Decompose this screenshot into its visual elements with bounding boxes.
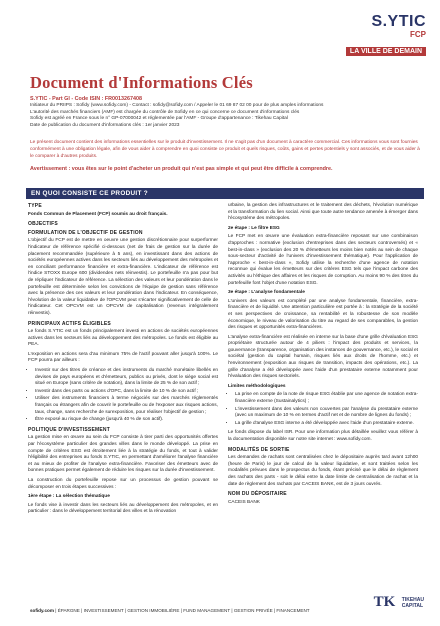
intro-text: Le présent document contient des informations essentielles sur le produit d'investissement. Il ne s'agit pas d'un document à caractère commercial. Ces informations vous sont fournies conformément à une obligation légale, afin de vous aider à comprendre en quoi consiste ce produit et quels risques, coûts, gains et pertes potentiels y sont associés, et de vous aider à le comparer à d'autres produits. xyxy=(30,140,420,159)
page-title: Document d'Informations Clés xyxy=(30,73,253,92)
tikehau-name-1: TIKEHAU xyxy=(401,596,424,603)
tikehau-mark: TK xyxy=(373,594,396,611)
modalites-text: Les demandes de rachats sont centralisées chez le dépositaire auprès tard avant 12h00 (heure de Paris) le jour de calcul de la valeur liquidative, et sont traitées selon les modalités prévues dans le prospectus du fonds, étant précisé que le délai de règlement des rachats des parts - soit le délai entre la date limite de centralisation de rachat et la date de règlement des rachats par CACEIS BANK, est de 3 jours ouvrés. xyxy=(228,455,418,487)
tikehau-name-2: CAPITAL xyxy=(401,602,424,609)
modalites-heading: MODALITÉS DE SORTIE xyxy=(228,446,290,453)
limites-list xyxy=(228,392,418,427)
warning-text: Avertissement : vous êtes sur le point d'acheter un produit qui n'est pas simple et qui peut être difficile à comprendre. xyxy=(30,166,333,172)
logo-brand: S.YTIC xyxy=(371,13,426,30)
list-item: • Être exposé au risque de change (jusqu'à 40 % de son actif). xyxy=(35,417,218,424)
meta-amf: L'autorité des marchés financiers (AMF) est chargée du contrôle de Sofidy en ce qui concerne ce document d'informations clés xyxy=(30,109,300,115)
list-item: • La grille d'analyse ESG interne a été développée avec l'aide d'un prestataire externe. xyxy=(235,421,418,428)
meta-date: Date de publication du document d'informations clés : 1er janvier 2023 xyxy=(30,123,180,129)
footer-item: GESTION IMMOBILIÈRE xyxy=(127,608,180,613)
politique-text-1: La gestion mise en œuvre au sein du FCP consiste à tirer parti des opportunités offertes par l'écosystème particulier des grandes villes dans le monde développé. La prise en compte de critères ESG est étroitement liée à la stratégie du fonds, et tout à valider l'éligibilité des entreprises au fonds S.YTIC, en permettant d'améliorer l'analyse financière et au mieux de profiter de l'analyse extra-financière. Favoriser des émetteurs avec de bonnes pratiques permet également de réduire les risques sur la durée d'investissement. xyxy=(28,435,218,474)
list-item: • La prise en compte de la note de risque ESG établie par une agence de notation extra-financière externe (Sustainalytics) ; xyxy=(235,392,418,405)
label-isr-text: Le fonds dispose du label ISR. Pour une information plus détaillée veuillez vous référer à la documentation disponible sur notre site internet : www.sofidy.com. xyxy=(228,430,418,442)
list-item: • L'investissement dans des valeurs non couvertes par l'analyse du prestataire externe (avec un maximum de 10 % en termes d'actif net et de nombre de lignes du fonds) ; xyxy=(235,407,418,420)
footer-item: GESTION PRIVÉE xyxy=(233,608,273,613)
actifs-heading: PRINCIPAUX ACTIFS ÉLIGIBLES xyxy=(28,320,111,327)
document-meta xyxy=(30,96,420,130)
etape3-text: L'univers des valeurs est complété par une analyse fondamentale, financière, extra-financière et de liquidité. Une attention particulière est portée à : la stratégie de la société et ses perspectives de croissance, sa rentabilité et la robustesse de son modèle économique, le niveau de valorisation du titre au regard de ses comparables, la gestion des risques et opportunités extra-financières. xyxy=(228,298,418,331)
list-item: • Utiliser des instruments financiers à terme négociés sur des marchés réglementés français ou étrangers afin de couvrir le portefeuille ou de l'exposer aux risques actions, taux, change, sans recherche de surexposition, pour réaliser l'objectif de gestion ; xyxy=(35,396,218,416)
actifs-list xyxy=(28,368,218,424)
etape1-text: Le fonds vise à investir dans les secteurs liés au développement des métropoles, et en particulier : dans le développement territorial des villes et la rénovation xyxy=(28,502,218,515)
meta-isin: S.YTIC - Part GI - Code ISIN : FR0013267408 xyxy=(30,96,143,102)
list-item: • Investir sur des titres de créance et des instruments du marché monétaire libellés en devises de pays européens et d'émetteurs, publics ou privés, dont le siège social est situé en Europe (sans critère de notation), dans la limite de 25 % de son actif ; xyxy=(35,368,218,388)
depositaire-name: CACEIS BANK xyxy=(228,499,260,505)
actifs-text-1: Le fonds S.YTIC est un fonds principalement investi en actions de sociétés européennes actives dans les secteurs liés au développement des métropoles. Le fonds est éligible au PEA. xyxy=(28,329,218,348)
depositaire-heading: NOM DU DÉPOSITAIRE xyxy=(228,491,287,498)
footer-item: ÉPARGNE xyxy=(57,608,80,613)
formulation-heading: FORMULATION DE L'OBJECTIF DE GESTION xyxy=(28,229,143,236)
footer-item: FINANCEMENT xyxy=(276,608,310,613)
left-column xyxy=(28,203,218,519)
actifs-text-2: L'exposition en actions sera d'au minimum 75% de l'actif pouvant aller jusqu'à 100%. Le FCP pourra par ailleurs : xyxy=(28,351,218,364)
footer-item: INVESTISSEMENT xyxy=(83,608,124,613)
esg-grid-text: L'analyse extra-financière est réalisée en interne sur la base d'une grille d'évaluation ESG propriétaire structurée autour de 4 piliers : l'impact des produits et services, la gouvernance (transparence, organisation des instances de gouvernance, etc.), le social et sociétal (gestion du capital humain, risques liés aux droits de l'homme, etc.) et l'environnement (exposition aux risques de transition, impacts des opérations, etc.). La grille d'analyse a été développée avec l'aide d'un prestataire externe notamment pour l'évaluation des risques sectoriels. xyxy=(228,334,418,380)
logo-fcp: FCP xyxy=(410,30,426,39)
tikehau-logo xyxy=(374,594,424,612)
limites-heading: Limites méthodologiques xyxy=(228,383,286,389)
etape2-text: Le FCP met en œuvre une évaluation extra-financière reposant sur une combinaison d'approches : normative (exclusion d'entreprises dans des secteurs controversés) et « best-in-class » (exclusion des 20 % d'émetteurs les moins bien notés au sein de chaque sous-secteur d'activité de l'univers d'investissement thématique). Pour l'application de l'approche « best-in-class », Sofidy utilise la recherche d'une agence de notation reconnue qui évalue les émetteurs sur des critères ESG tels que l'impact carbone des activités ou l'éthique des affaires et les risques de corruption. Au moins 90 % des titres du portefeuille font l'objet d'une notation ESG. xyxy=(228,234,418,286)
etape1-heading: 1ère étape : La sélection thématique xyxy=(28,494,110,500)
type-text: Fonds Commun de Placement (FCP) soumis au droit français. xyxy=(28,211,168,217)
footer: sofidy.com | ÉPARGNE | INVESTISSEMENT | GESTION IMMOBILIÈRE | FUND MANAGEMENT | GESTION PRIVÉE | FINANCEMENT xyxy=(30,608,310,613)
sytic-logo xyxy=(346,14,426,58)
politique-text-2: La construction du portefeuille repose sur un processus de gestion pouvant se décomposer en trois étapes successives : xyxy=(28,477,218,490)
type-heading: TYPE xyxy=(28,203,42,209)
etape2-heading: 2e étape : Le filtre ESG xyxy=(228,225,280,231)
tikehau-name xyxy=(402,597,424,609)
logo-tagline: LA VILLE DE DEMAIN xyxy=(346,47,426,56)
footer-item: FUND MANAGEMENT xyxy=(183,608,231,613)
objectives-heading: OBJECTIFS xyxy=(28,221,58,228)
footer-site[interactable]: sofidy.com xyxy=(30,608,54,613)
right-text-1: urbaine, la gestion des infrastructures et le traitement des déchets, l'évolution numérique et la transformation du lien social. Ainsi que toute autre tendance amenée à émerger dans l'écosystème des métropoles. xyxy=(228,203,418,222)
section-band: EN QUOI CONSISTE CE PRODUIT ? xyxy=(26,188,424,199)
politique-heading: POLITIQUE D'INVESTISSEMENT xyxy=(28,426,110,433)
list-item: • Investir dans des parts ou actions d'OPC, dans la limite de 10 % de son actif ; xyxy=(35,389,218,396)
formulation-text: L'objectif du FCP est de mettre en oeuvre une gestion discrétionnaire pour surperformer l'indicateur de référence spécifié ci-dessous (net de frais de gestion sur la durée de placement recommandée (supérieure à 5 ans), en investissant dans des actions de sociétés européennes actives dans les secteurs liés au développement des métropoles et en conciliant performance financière et extra-financière. L'indicateur de référence est l'indice STOXX Europe 600 (dividendes nets réinvestis). Le portefeuille n'a pas pour but de répliquer l'indicateur de référence. La sélection des valeurs et leur pondération dans le portefeuille est déterminée selon les convictions de l'équipe de gestion sans référence avec la présence des ces valeurs et leur pondération dans l'indicateur. En conséquence, l'évolution de la valeur liquidative de l'OPCVM peut s'écarter significativement de celle de l'indicateur. Cet OPCVM est un OPCVM de capitalisation (revenus intégralement réinvestis). xyxy=(28,238,218,316)
right-column xyxy=(228,203,418,509)
meta-agrement: Sofidy est agréé en France sous le n° GP-07000042 et réglementée par l'AMF - Groupe d'appartenance : Tikehau Capital xyxy=(30,116,288,122)
meta-initiator: Initiateur du PRIIPS : Sofidy (www.sofidy.com) - Contact : sofidy@sofidy.com / Appeler le 01 69 87 02 00 pour de plus amples informations xyxy=(30,102,324,108)
etape3-heading: 3e étape : L'analyse fondamentale xyxy=(228,290,305,296)
